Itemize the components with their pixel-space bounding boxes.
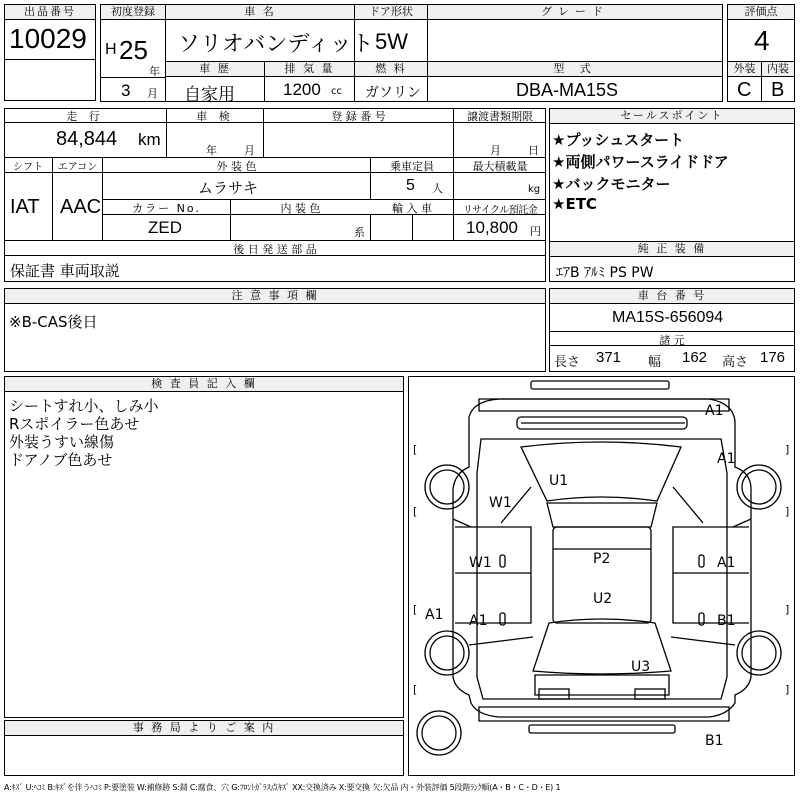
shift: IAT (10, 196, 40, 218)
bracket-mark: [ (413, 443, 418, 456)
history-box: 車 歴 自家用 (165, 61, 265, 102)
damage-mark: A1 (717, 451, 736, 467)
exterior-color: ムラサキ (198, 179, 259, 197)
inspector-box: 検 査 員 記 入 欄 シートすれ小、しみ小 Rスポイラー色あせ 外装うすい線傷 ドアノブ色あせ (4, 376, 404, 718)
chassis-number: MA15S-656094 (612, 309, 724, 326)
bracket-mark: ] (785, 603, 790, 616)
equipment: ｴｱB ｱﾙﾐ PS PW (556, 265, 654, 281)
legend: A:ｷｽﾞ U:ﾍｺﾐ B:ｷｽﾞを伴うﾍｺﾐ P:要塗装 W:補修跡 S:錆 C:腐食、穴 G:ﾌﾛﾝﾄｶﾞﾗｽ点ｷｽﾞ XX:交換済み X:要交換 欠:欠品 内・外装評価 5段階ﾗﾝｸ順(A・B・C・D・E) 1 (4, 783, 561, 792)
chassis-box: 車 台 番 号 MA15S-656094 諸 元 長さ 371 幅 162 高さ 176 (549, 288, 795, 372)
notes-box: 注 意 事 項 欄 ※B-CAS後日 (4, 288, 546, 372)
grade-box: グレード (427, 4, 723, 62)
damage-mark: A1 (717, 555, 736, 571)
sales-point: ★バックモニター (552, 175, 671, 193)
width: 162 (682, 349, 708, 366)
damage-mark: A1 (469, 613, 488, 629)
inspector-line: シートすれ小、しみ小 (9, 397, 159, 415)
notes: ※B-CAS後日 (9, 313, 98, 331)
damage-mark: U1 (549, 473, 569, 489)
lot-number: 10029 (9, 23, 87, 54)
length: 371 (596, 349, 622, 366)
sales-point: ★プッシュスタート (552, 131, 685, 149)
first-reg-year: 25 (119, 35, 148, 65)
bracket-mark: [ (413, 505, 418, 518)
lot-number-box (4, 4, 96, 60)
bracket-mark: ] (785, 683, 790, 696)
inspector-line: Rスポイラー色あせ (9, 415, 140, 433)
recycle-fee: 10,800 (466, 218, 518, 237)
later-parts: 保証書 車両取説 (10, 262, 120, 280)
displacement-box: 排 気 量 1200 cc (264, 61, 355, 102)
interior-grade: B (771, 79, 785, 101)
damage-mark: W1 (469, 555, 492, 571)
car-name-box: 車 名 ソリオバンディット (165, 4, 355, 62)
fuel-box: 燃 料 ガソリン (354, 61, 428, 102)
equipment-box: 純 正 装 備 ｴｱB ｱﾙﾐ PS PW (549, 241, 795, 282)
damage-mark: A1 (705, 403, 724, 419)
door-type: 5W (375, 29, 408, 54)
car-outline-diagram (409, 377, 794, 775)
damage-mark: P2 (593, 551, 611, 567)
sales-points-box: セールスポイント ★プッシュスタート ★両側パワースライドドア ★バックモニター ★ETC (549, 108, 795, 242)
first-reg-month: 3 (121, 81, 131, 100)
sales-point: ★両側パワースライドドア (552, 153, 729, 171)
damage-mark: A1 (425, 607, 444, 623)
car-name: ソリオバンディット (178, 32, 374, 57)
inspector-line: ドアノブ色あせ (9, 451, 113, 469)
interior-grade-box: 内装 B (761, 61, 795, 102)
mileage: 84,844 (56, 128, 118, 150)
exterior-grade: C (737, 79, 752, 101)
model-box: 型 式 DBA-MA15S (427, 61, 723, 102)
fuel: ガソリン (365, 85, 421, 101)
height: 176 (760, 349, 786, 366)
damage-mark: U3 (631, 659, 651, 675)
era: H (105, 41, 117, 58)
office-box: 事 務 局 よ り ご 案 内 (4, 720, 404, 776)
damage-mark: B1 (717, 613, 736, 629)
damage-mark: W1 (489, 495, 512, 511)
sales-point: ★ETC (552, 195, 597, 213)
damage-diagram (408, 376, 795, 776)
bracket-mark: ] (785, 443, 790, 456)
score: 4 (754, 25, 770, 56)
lot-number-extra (4, 59, 96, 101)
inspector-line: 外装うすい線傷 (9, 433, 115, 451)
color-number: ZED (148, 218, 182, 237)
damage-mark: U2 (593, 591, 613, 607)
door-box: ドア形状 5W (354, 4, 428, 62)
bracket-mark: ] (785, 505, 790, 518)
exterior-grade-box: 外装 C (727, 61, 762, 102)
bracket-mark: [ (413, 603, 418, 616)
history: 自家用 (184, 85, 235, 105)
damage-mark: B1 (705, 733, 724, 749)
mileage-label: 走 行 (66, 110, 104, 123)
model: DBA-MA15S (516, 80, 619, 100)
capacity: 5 (406, 177, 415, 194)
bracket-mark: [ (413, 683, 418, 696)
score-box: 評価点 4 (727, 4, 795, 62)
displacement: 1200 (283, 80, 321, 99)
first-registration-box: 初度登録 H 25 年 3 月 (100, 4, 166, 102)
lot-number-label: 出品番号 (5, 5, 95, 20)
air-conditioner: AAC (60, 196, 102, 218)
